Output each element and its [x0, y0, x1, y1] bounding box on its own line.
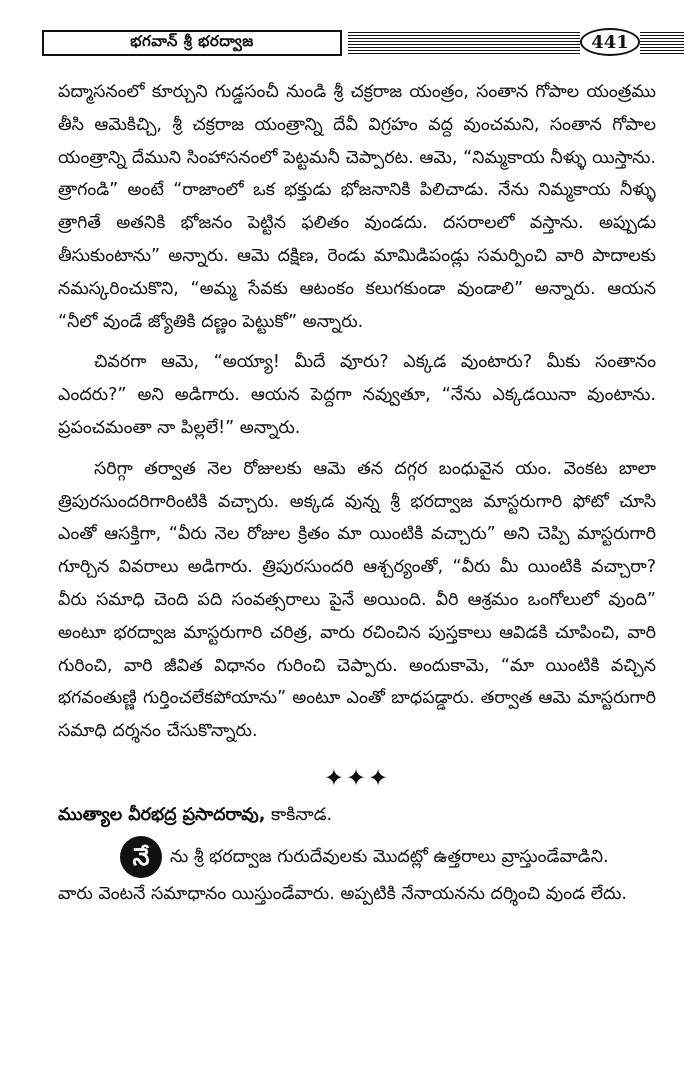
page-body	[58, 76, 656, 911]
running-header	[18, 16, 684, 56]
page-number: 441	[591, 31, 629, 53]
contributor-place: కాకినాడ.	[271, 804, 333, 825]
closing-line-1: ను శ్రీ భరద్వాజ గురుదేవులకు మొదట్లో ఉత్తరాలు వ్రాస్తుండేవాడిని.	[170, 846, 609, 867]
header-rule-lines-right	[640, 32, 684, 54]
book-title: భగవాన్ శ్రీ భరద్వాజ	[130, 32, 254, 50]
page-number-oval	[580, 28, 640, 56]
contributor-line	[58, 798, 656, 832]
contributor-name: ముత్యాల వీరభద్ర ప్రసాదరావు,	[58, 804, 266, 825]
paragraph-2: చివరగా ఆమె, “అయ్యా! మీదే వూరు? ఎక్కడ వుంటారు? మీకు సంతానం ఎందరు?” అని అడిగారు. ఆయన పెద్దగా నవ్వుతూ, “నేను ఎక్కడయినా వుంటాను. ప్రపంచమంతా నా పిల్లలే!” అన్నారు.	[58, 352, 656, 438]
paragraph-1: పద్మాసనంలో కూర్చుని గుడ్డసంచీ నుండి శ్రీ చక్రరాజ యంత్రం, సంతాన గోపాల యంత్రము తీసి ఆమెకిచ్చి, శ్రీ చక్రరాజ యంత్రాన్ని దేవీ విగ్రహం వద్ద వుంచమని, సంతాన గోపాల యంత్రాన్ని దేముని సింహాసనంలో పెట్టమనీ చెప్పారట. ఆమె, “నిమ్మకాయ నీళ్ళు యిస్తాను. త్రాగండి” అంటే “రాజాంలో ఒక భక్తుడు భోజనానికి పిలిచాడు. నేను నిమ్మకాయ నీళ్ళు త్రాగితే అతనికి భోజనం పెట్టిన ఫలితం వుండదు. దసరాలలో వస్తాను. అప్పుడు తీసుకుంటాను” అన్నారు. ఆమె దక్షిణ, రెండు మామిడిపండ్లు సమర్పించి వారి పాదాలకు నమస్కరించుకొని, “అమ్మ సేవకు ఆటంకం కలుగకుండా వుండాలి” అన్నారు. ఆయన “నీలో వుండే జ్యోతికి దణ్ణం పెట్టుకో” అన్నారు.	[58, 82, 656, 332]
closing-line-2: వారు వెంటనే సమాధానం యిస్తుండేవారు. అప్పటికి నేనాయనను దర్శించి వుండ లేదు.	[58, 883, 627, 904]
drop-cap: నే	[120, 836, 162, 878]
header-rule-lines	[348, 32, 580, 54]
book-title-box	[42, 30, 342, 56]
closing-first-line	[58, 836, 656, 878]
section-divider-ornament: ✦✦✦	[323, 763, 391, 792]
paragraph-3: సరిగ్గా తర్వాత నెల రోజులకు ఆమె తన దగ్గర బంధువైన యం. వెంకట బాలా త్రిపురసుందరిగారింటికి వచ్చారు. అక్కడ వున్న శ్రీ భరద్వాజ మాస్టరుగారి ఫోటో చూసి ఎంతో ఆసక్తిగా, “వీరు నెల రోజుల క్రితం మా యింటికి వచ్చారు” అని చెప్పి మాస్టరుగారి గూర్చిన వివరాలు అడిగారు. త్రిపురసుందరి ఆశ్చర్యంతో, “వీరు మీ యింటికి వచ్చారా? వీరు సమాధి చెంది పది సంవత్సరాలు పైనే అయింది. వీరి ఆశ్రమం ఒంగోలులో వుంది” అంటూ భరద్వాజ మాస్టరుగారి చరిత్ర, వారు రచించిన పుస్తకాలు ఆవిడకి చూపించి, వారి గురించి, వారి జీవిత విధానం గురించి చెప్పారు. అందుకామె, “మా యింటికి వచ్చిన భగవంతుణ్ణి గుర్తించలేకపోయాను” అంటూ ఎంతో బాధపడ్డారు. తర్వాత ఆమె మాస్టరుగారి సమాధి దర్శనం చేసుకొన్నారు.	[58, 458, 656, 742]
